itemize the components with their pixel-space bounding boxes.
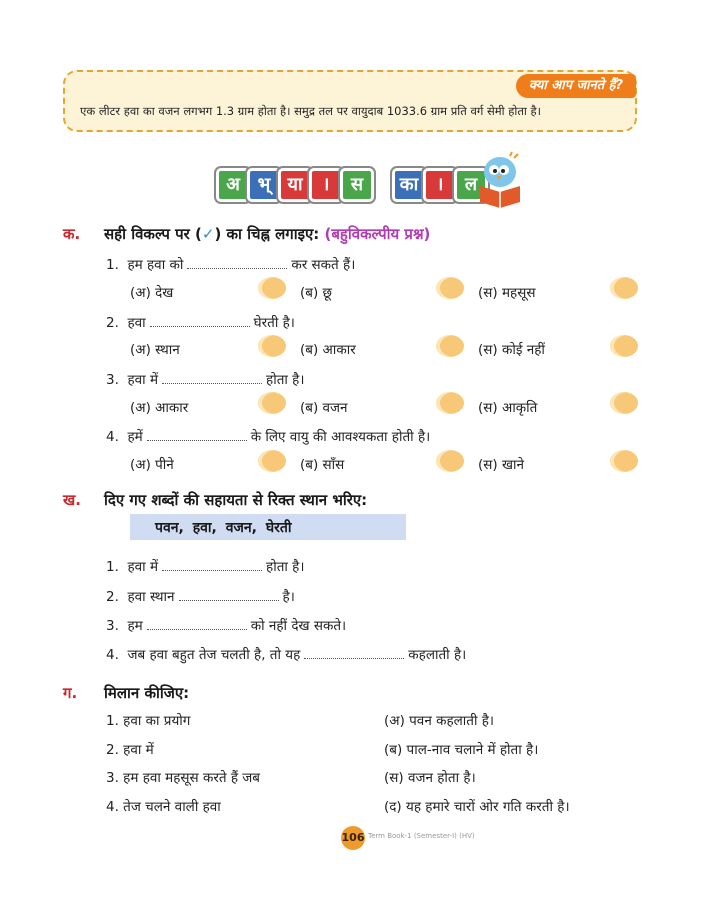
mcq-question: 1. हम हवा को कर सकते हैं।	[106, 257, 356, 273]
option: (स) आकृति	[478, 400, 538, 416]
option: (स) खाने	[478, 457, 524, 473]
match-left-item: 2. हवा में	[106, 742, 154, 758]
title-tile: या	[278, 168, 312, 202]
option: (स) महसूस	[478, 285, 536, 301]
answer-bubble[interactable]	[258, 335, 286, 357]
fill-blank-question: 1. हवा में होता है।	[106, 559, 305, 575]
option: (अ) स्थान	[130, 342, 180, 358]
title-tile: ।	[309, 168, 343, 202]
option: (ब) साँस	[300, 457, 345, 473]
word-bank-text: पवन, हवा, वजन, घेरती	[155, 520, 292, 536]
section-a-letter: क.	[63, 225, 81, 243]
answer-bubble[interactable]	[436, 335, 464, 357]
answer-bubble[interactable]	[258, 392, 286, 414]
page-number: 106	[341, 826, 365, 850]
option: (अ) देख	[130, 285, 174, 301]
title-tile: का	[392, 168, 426, 202]
answer-bubble[interactable]	[610, 392, 638, 414]
section-b-title: दिए गए शब्दों की सहायता से रिक्त स्थान भरिए:	[104, 491, 368, 509]
answer-bubble[interactable]	[258, 277, 286, 299]
mcq-question: 2. हवा घेरती है।	[106, 315, 295, 331]
section-c-letter: ग.	[63, 684, 78, 702]
check-icon: ✓	[201, 225, 215, 243]
option: (स) कोई नहीं	[478, 342, 545, 358]
answer-bubble[interactable]	[610, 335, 638, 357]
bird-reading-icon	[470, 150, 530, 210]
match-right-item: (द) यह हमारे चारों ओर गति करती है।	[384, 799, 570, 815]
option: (ब) छू	[300, 285, 332, 301]
answer-bubble[interactable]	[610, 277, 638, 299]
title-tile: ।	[423, 168, 457, 202]
match-right-item: (अ) पवन कहलाती है।	[384, 713, 495, 729]
match-right-item: (स) वजन होता है।	[384, 770, 476, 786]
footer-text: Term Book-1 (Semester-I) (HV)	[368, 832, 475, 840]
fill-blank-question: 2. हवा स्थान है।	[106, 589, 295, 605]
option: (ब) आकार	[300, 342, 356, 358]
match-right-item: (ब) पाल-नाव चलाने में होता है।	[384, 742, 539, 758]
fill-blank-question: 4. जब हवा बहुत तेज चलती है, तो यह कहलाती है।	[106, 647, 467, 663]
mcq-question: 4. हमें के लिए वायु की आवश्यकता होती है।	[106, 429, 431, 445]
answer-bubble[interactable]	[436, 392, 464, 414]
answer-bubble[interactable]	[258, 450, 286, 472]
did-you-know-tag: क्या आप जानते हैं?	[516, 74, 636, 98]
match-left-item: 4. तेज चलने वाली हवा	[106, 799, 221, 815]
option: (ब) वजन	[300, 400, 348, 416]
title-tile: स	[340, 168, 374, 202]
section-b-letter: ख.	[63, 491, 81, 509]
answer-bubble[interactable]	[610, 450, 638, 472]
section-a-title: सही विकल्प पर (✓) का चिह्न लगाइए: (बहुविकल्पीय प्रश्न)	[104, 225, 431, 243]
mcq-question: 3. हवा में होता है।	[106, 372, 305, 388]
title-tile: भ्	[247, 168, 281, 202]
section-c-title: मिलान कीजिए:	[104, 684, 190, 702]
fill-blank-question: 3. हम को नहीं देख सकते।	[106, 618, 347, 634]
answer-bubble[interactable]	[436, 450, 464, 472]
option: (अ) पीने	[130, 457, 174, 473]
match-left-item: 1. हवा का प्रयोग	[106, 713, 191, 729]
info-text: एक लीटर हवा का वजन लगभग 1.3 ग्राम होता है। समुद्र तल पर वायुदाब 1033.6 ग्राम प्रति वर्ग सेमी होता है।	[80, 104, 541, 118]
title-tile: ल	[454, 168, 488, 202]
title-tile: अ	[216, 168, 250, 202]
match-left-item: 3. हम हवा महसूस करते हैं जब	[106, 770, 261, 786]
option: (अ) आकार	[130, 400, 189, 416]
mcq-tag: (बहुविकल्पीय प्रश्न)	[324, 225, 431, 243]
answer-bubble[interactable]	[436, 277, 464, 299]
